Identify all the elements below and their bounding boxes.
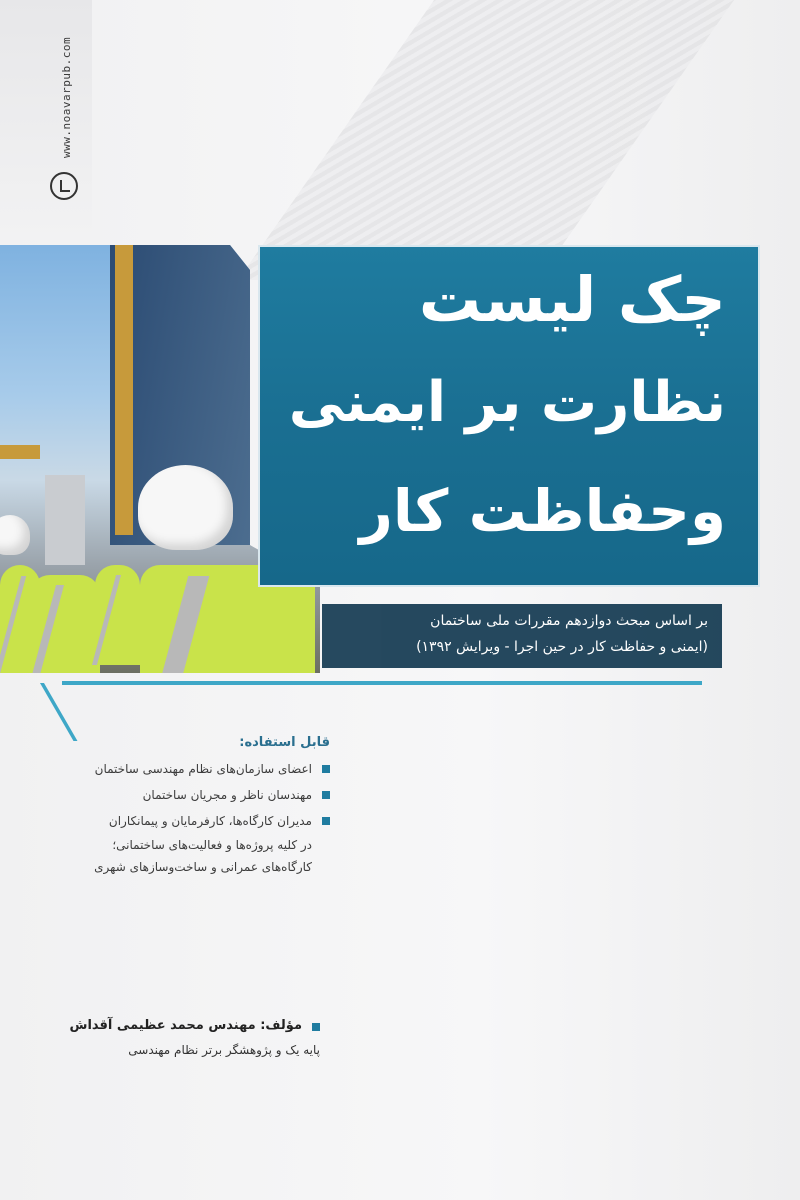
title-line-2: نظارت بر ایمنی [288, 370, 726, 435]
bullet-icon [322, 791, 330, 799]
subtitle-line-2: (ایمنی و حفاظت کار در حین اجرا - ویرایش ۱۳۹۲) [416, 639, 708, 655]
list-item [30, 782, 330, 808]
bullet-icon [322, 817, 330, 825]
list-item [30, 808, 330, 834]
list-item-label: مهندسان ناظر و مجریان ساختمان [142, 788, 312, 802]
title-line-1: چک لیست [418, 263, 726, 336]
photo-helmet-2 [0, 515, 30, 555]
author-title: پایه یک و پژوهشگر برتر نظام مهندسی [128, 1043, 320, 1057]
usable-heading: قابل استفاده: [239, 735, 330, 750]
author-name-text: مؤلف: مهندس محمد عظیمی آقداش [69, 1018, 302, 1033]
photo-vest-4 [95, 565, 140, 665]
divider-slant [40, 683, 77, 741]
subtitle-band [322, 604, 722, 668]
bullet-icon [322, 765, 330, 773]
title-panel [258, 245, 760, 587]
usable-extra-2: کارگاه‌های عمرانی و ساخت‌وسازهای شهری [94, 860, 312, 874]
photo-tower [45, 475, 85, 565]
publisher-logo-icon [50, 172, 78, 200]
photo-beam [0, 445, 40, 459]
author-section [30, 1018, 320, 1057]
photo-crane [115, 245, 133, 535]
usable-extra-1: در کلیه پروژه‌ها و فعالیت‌های ساختمانی؛ [112, 838, 312, 852]
list-item-label: مدیران کارگاه‌ها، کارفرمایان و پیمانکاران [108, 814, 312, 828]
photo-helmet-1 [138, 465, 233, 550]
bullet-icon [312, 1023, 320, 1031]
title-line-3: وحفاظت کار [359, 477, 726, 545]
author-name [30, 1018, 320, 1033]
publisher-url: www.noavarpub.com [60, 36, 73, 158]
photo-vest-3 [30, 575, 100, 673]
divider-rule [62, 681, 702, 685]
list-item-label: اعضای سازمان‌های نظام مهندسی ساختمان [94, 762, 312, 776]
decorative-stripe [238, 0, 762, 280]
usable-for-section [30, 735, 330, 878]
subtitle-line-1: بر اساس مبحث دوازدهم مقررات ملی ساختمان [430, 613, 708, 629]
list-item [30, 756, 330, 782]
